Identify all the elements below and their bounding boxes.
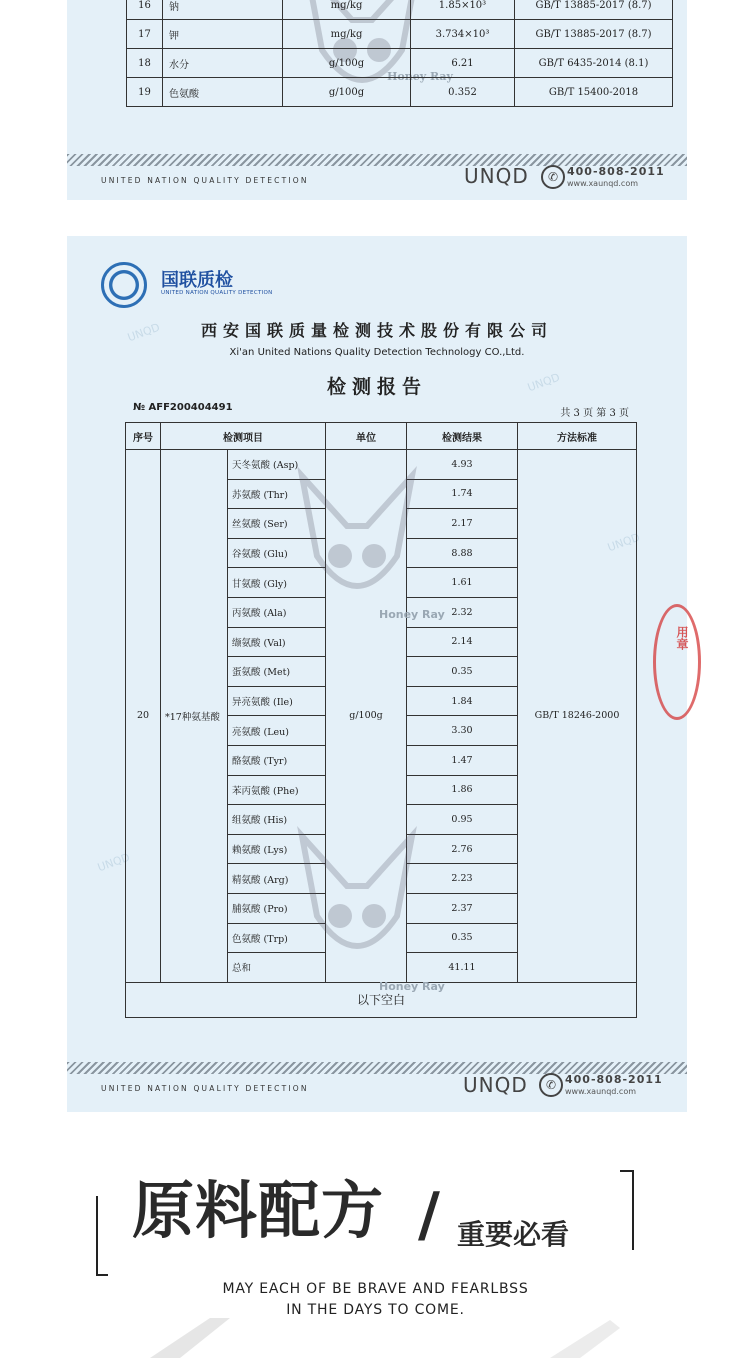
footer-tagline: UNITED NATION QUALITY DETECTION (101, 176, 309, 185)
amino-acid-name: 谷氨酸 (Glu) (228, 538, 326, 568)
section-title-slash: / (418, 1180, 440, 1250)
amino-acid-name: 总和 (228, 953, 326, 983)
cell-item: 色氨酸 (163, 78, 283, 107)
page-count: 共 3 页 第 3 页 (560, 408, 629, 419)
cell-result: 0.352 (411, 78, 515, 107)
cell-item: 钠 (163, 0, 283, 20)
unqd-logo-text: UNQD (464, 164, 529, 188)
amino-acid-name: 组氨酸 (His) (228, 805, 326, 835)
banner-bracket-left (96, 1196, 108, 1276)
table-row (127, 0, 673, 20)
result-value: 1.47 (407, 745, 518, 775)
footer-tagline: UNITED NATION QUALITY DETECTION (101, 1084, 309, 1093)
cell-item: 钾 (163, 20, 283, 49)
hotline-number: 400-808-2011 (567, 165, 665, 178)
method-cell: GB/T 18246-2000 (518, 450, 637, 983)
amino-acid-name: 亮氨酸 (Leu) (228, 716, 326, 746)
result-value: 1.84 (407, 686, 518, 716)
amino-acid-name: 丙氨酸 (Ala) (228, 597, 326, 627)
row-number: 20 (126, 450, 161, 983)
result-value: 0.35 (407, 923, 518, 953)
result-value: 1.86 (407, 775, 518, 805)
amino-acid-name: 天冬氨酸 (Asp) (228, 450, 326, 480)
decorative-shape-left (150, 1318, 230, 1358)
phone-icon: ✆ (539, 1073, 563, 1097)
result-value: 2.23 (407, 864, 518, 894)
honey-ray-watermark-icon (292, 466, 422, 616)
report-title: 检测报告 (326, 376, 427, 398)
header-result: 检测结果 (407, 423, 518, 450)
result-value: 8.88 (407, 538, 518, 568)
cell-result: 3.734×10³ (411, 20, 515, 49)
watermark-tile: UNQD (605, 530, 642, 555)
amino-acid-name: 苏氨酸 (Thr) (228, 479, 326, 509)
motto-line-1: MAY EACH OF BE BRAVE AND FEARLBSS (222, 1281, 529, 1297)
result-value: 3.30 (407, 716, 518, 746)
brand-name-cn: 国联质检 (161, 270, 233, 291)
cell-method: GB/T 15400-2018 (515, 78, 673, 107)
amino-acid-name: 酪氨酸 (Tyr) (228, 745, 326, 775)
result-value: 2.76 (407, 834, 518, 864)
amino-group-name: *17种氨基酸 (161, 450, 228, 983)
watermark-honey-ray: Honey Ray (379, 980, 445, 993)
result-value: 2.32 (407, 597, 518, 627)
watermark-tile: UNQD (525, 370, 562, 395)
result-value: 1.61 (407, 568, 518, 598)
cell-no: 16 (127, 0, 163, 20)
banner-bracket-right (620, 1170, 634, 1250)
cell-result: 6.21 (411, 49, 515, 78)
amino-acid-name: 丝氨酸 (Ser) (228, 509, 326, 539)
amino-acid-name: 甘氨酸 (Gly) (228, 568, 326, 598)
result-value: 1.74 (407, 479, 518, 509)
report-page-previous (67, 0, 687, 200)
result-value: 4.93 (407, 450, 518, 480)
brand-name-en: UNITED NATION QUALITY DETECTION (161, 290, 273, 296)
amino-acid-name: 苯丙氨酸 (Phe) (228, 775, 326, 805)
cell-method: GB/T 13885-2017 (8.7) (515, 0, 673, 20)
unit-cell: g/100g (326, 450, 407, 983)
amino-acid-name: 缬氨酸 (Val) (228, 627, 326, 657)
decorative-shape-right (540, 1320, 620, 1358)
blank-note: 以下空白 (126, 982, 637, 1017)
result-value: 2.37 (407, 893, 518, 923)
cell-method: GB/T 13885-2017 (8.7) (515, 20, 673, 49)
cell-unit: mg/kg (283, 20, 411, 49)
cell-unit: g/100g (283, 78, 411, 107)
result-value: 0.35 (407, 657, 518, 687)
cell-method: GB/T 6435-2014 (8.1) (515, 49, 673, 78)
table-row (127, 49, 673, 78)
cell-no: 19 (127, 78, 163, 107)
header-item: 检测项目 (161, 423, 326, 450)
unqd-globe-logo-icon (101, 262, 147, 308)
report-page-amino-acids (67, 236, 687, 1112)
official-seal-icon (653, 604, 701, 720)
result-value: 2.14 (407, 627, 518, 657)
cell-no: 17 (127, 20, 163, 49)
table-row (127, 20, 673, 49)
company-name-cn: 西安国联质量检测技术股份有限公司 (200, 321, 553, 340)
watermark-tile: UNQD (95, 850, 132, 875)
unqd-logo-text: UNQD (463, 1073, 528, 1097)
watermark-tile: UNQD (125, 320, 162, 345)
section-subtitle: 重要必看 (457, 1218, 570, 1251)
amino-acid-name: 精氨酸 (Arg) (228, 864, 326, 894)
amino-acid-name: 蛋氨酸 (Met) (228, 657, 326, 687)
result-value: 2.17 (407, 509, 518, 539)
amino-acid-name: 异亮氨酸 (Ile) (228, 686, 326, 716)
result-value: 41.11 (407, 953, 518, 983)
header-method: 方法标准 (518, 423, 637, 450)
table-row (127, 78, 673, 107)
cell-item: 水分 (163, 49, 283, 78)
cell-no: 18 (127, 49, 163, 78)
result-value: 0.95 (407, 805, 518, 835)
header-unit: 单位 (326, 423, 407, 450)
amino-acid-name: 赖氨酸 (Lys) (228, 834, 326, 864)
amino-acid-name: 色氨酸 (Trp) (228, 923, 326, 953)
hotline-number: 400-808-2011 (565, 1073, 663, 1086)
honey-ray-watermark-icon (292, 826, 422, 976)
cell-unit: g/100g (283, 49, 411, 78)
motto-line-2: IN THE DAYS TO COME. (286, 1302, 465, 1318)
section-title-formula: 原料配方 (132, 1174, 385, 1247)
watermark-honey-ray: Honey Ray (379, 608, 445, 621)
website-url: www.xaunqd.com (565, 1087, 636, 1096)
cell-unit: mg/kg (283, 0, 411, 20)
report-number: № AFF200404491 (133, 402, 233, 413)
results-table-previous (126, 0, 673, 107)
website-url: www.xaunqd.com (567, 179, 638, 188)
official-seal-text: 用章 (675, 626, 689, 650)
cell-result: 1.85×10³ (411, 0, 515, 20)
company-name-en: Xi'an United Nations Quality Detection Technology CO.,Ltd. (229, 347, 525, 358)
watermark-honey-ray: Honey Ray (387, 70, 453, 83)
phone-icon: ✆ (541, 165, 565, 189)
header-no: 序号 (126, 423, 161, 450)
amino-acid-name: 脯氨酸 (Pro) (228, 893, 326, 923)
